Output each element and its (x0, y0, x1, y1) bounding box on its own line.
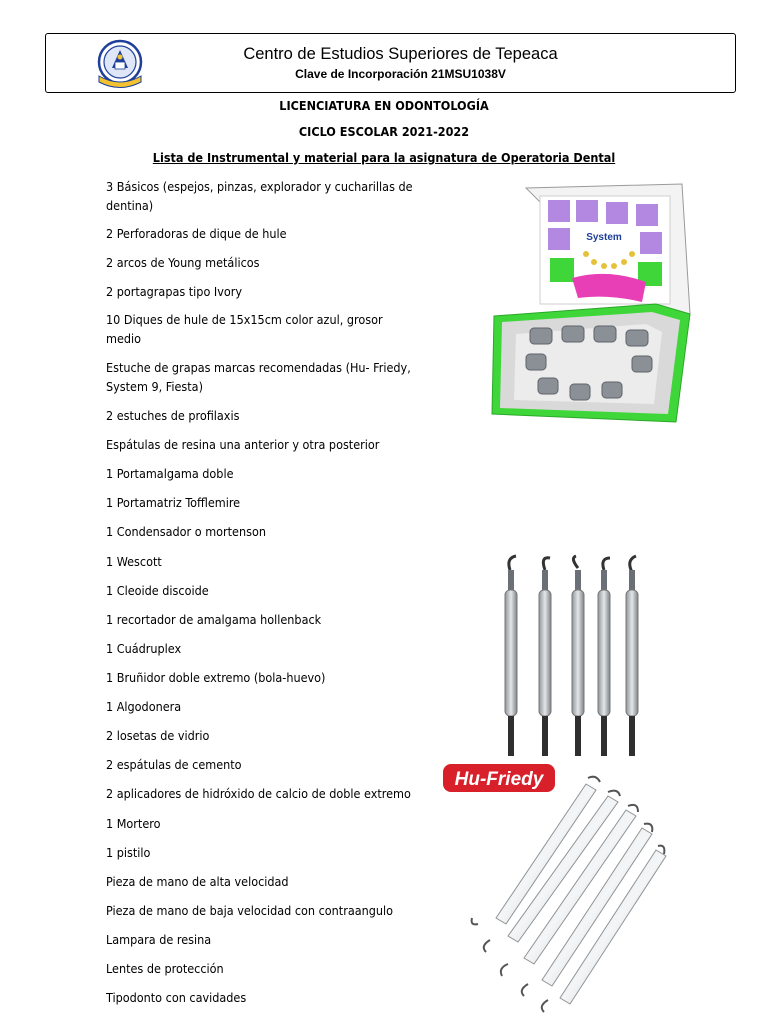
institution-name: Centro de Estudios Superiores de Tepeaca (243, 45, 558, 63)
list-item: 1 Algodonera (106, 699, 182, 714)
list-item: Pieza de mano de baja velocidad con contraangulo (106, 903, 394, 918)
list-item: 1 Cleoide discoide (106, 583, 209, 598)
list-item: 1 Cuádruplex (106, 641, 182, 656)
list-item: Lentes de protección (106, 961, 224, 976)
list-item: 1 Portamatriz Tofflemire (106, 495, 241, 510)
list-item: 1 Condensador o mortenson (106, 524, 266, 539)
brand-logo-text: Hu-Friedy (454, 769, 544, 790)
list-item: Espátulas de resina una anterior y otra posterior (106, 437, 380, 452)
incorporation-key: Clave de Incorporación 21MSU1038V (295, 67, 506, 81)
list-item: Lampara de resina (106, 932, 212, 947)
institution-header (45, 33, 736, 93)
list-item: 10 Diques de hule de 15x15cm color azul, grosor medio (106, 312, 383, 346)
list-item: Estuche de grapas marcas recomendadas (Hu- Friedy, System 9, Fiesta) (106, 360, 411, 394)
list-item: 1 Wescott (106, 554, 162, 569)
list-item: 1 Portamalgama doble (106, 466, 234, 481)
list-item: 2 losetas de vidrio (106, 728, 210, 743)
list-title: Lista de Instrumental y material para la asignatura de Operatoria Dental (152, 150, 616, 165)
list-item: Tipodonto con cavidades (106, 990, 247, 1005)
list-item: 3 Básicos (espejos, pinzas, explorador y cucharillas de dentina) (106, 179, 413, 213)
list-item: 2 arcos de Young metálicos (106, 255, 260, 270)
list-item: 1 Bruñidor doble extremo (bola-huevo) (106, 670, 326, 685)
kit-brand-label: System (586, 232, 622, 243)
list-item: 2 portagrapas tipo Ivory (106, 284, 243, 299)
list-item: Pieza de mano de alta velocidad (106, 874, 289, 889)
list-item: 1 Mortero (106, 816, 161, 831)
degree-title: LICENCIATURA EN ODONTOLOGÍA (279, 98, 489, 113)
clamp-kit-image (486, 182, 694, 426)
list-item: 1 recortador de amalgama hollenback (106, 612, 322, 627)
list-item: 2 aplicadores de hidróxido de calcio de doble extremo (106, 786, 411, 801)
list-item: 1 pistilo (106, 845, 151, 860)
instruments-diagonal-image (468, 774, 668, 1014)
school-cycle: CICLO ESCOLAR 2021-2022 (298, 124, 470, 139)
list-item: 2 estuches de profilaxis (106, 408, 240, 423)
list-item: 2 espátulas de cemento (106, 757, 242, 772)
list-item: 2 Perforadoras de dique de hule (106, 226, 287, 241)
instruments-vertical-image (500, 554, 650, 764)
